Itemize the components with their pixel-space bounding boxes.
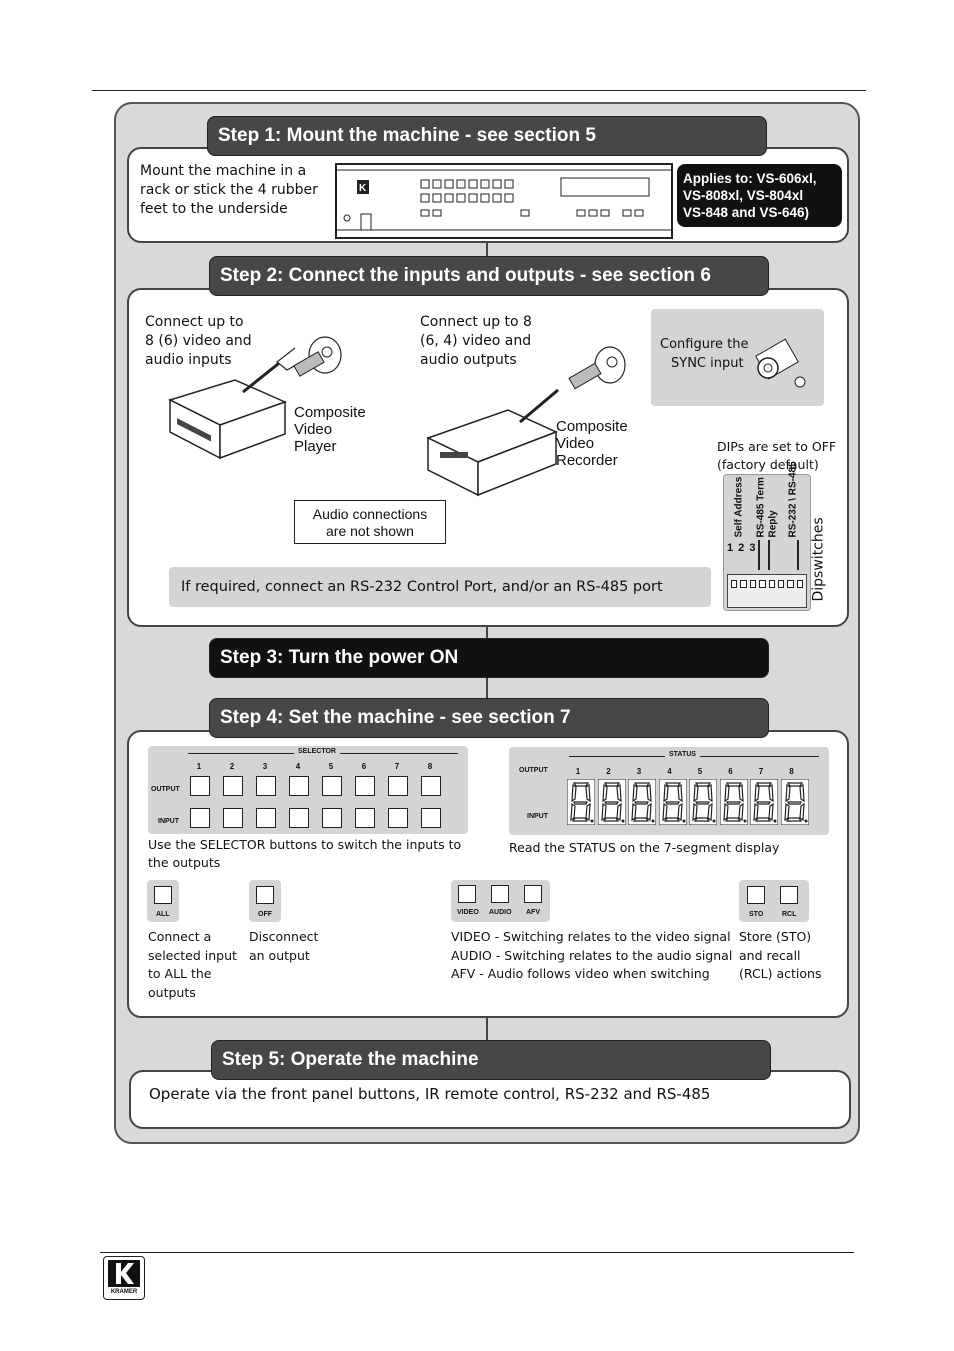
seven-segment-digit (781, 779, 809, 825)
seven-segment-digit (750, 779, 778, 825)
connector-3-4 (486, 678, 488, 700)
status-number-label: 7 (758, 767, 764, 776)
output-select-button[interactable] (256, 776, 276, 796)
all-button[interactable] (154, 886, 172, 904)
step5-text: Operate via the front panel buttons, IR remote control, RS-232 and RS-485 (149, 1085, 711, 1103)
sync-text: Configure the SYNC input (660, 337, 749, 371)
sto-caption: Store (STO) and recall (RCL) actions (739, 929, 822, 981)
output-select-button[interactable] (322, 776, 342, 796)
input-select-button[interactable] (421, 808, 441, 828)
status-number-label: 3 (636, 767, 642, 776)
kramer-logo: KRAMER (103, 1256, 145, 1300)
dip-note: DIPs are set to OFF (factory default) (717, 439, 837, 472)
sto-rcl-card: STO RCL (739, 880, 809, 922)
outputs-text: Connect up to 8 (6, 4) video and audio outputs (420, 314, 532, 368)
rs-port-note: If required, connect an RS-232 Control Port, and/or an RS-485 port (169, 567, 711, 607)
step1-text: Mount the machine in a rack or stick the 4 rubber feet to the underside (140, 163, 318, 217)
selector-number-label: 2 (229, 762, 235, 771)
top-rule (92, 90, 866, 91)
applies-to-badge: Applies to: VS-606xl, VS-808xl, VS-804xl VS-848 and VS-646) (677, 164, 842, 227)
status-number-label: 4 (667, 767, 672, 776)
dip-switch (787, 580, 793, 588)
input-select-button[interactable] (355, 808, 375, 828)
dip-labels: Self Address RS-485 Term Reply RS-232 \ RS-485 (733, 461, 799, 538)
dip-line-3 (797, 540, 799, 570)
input-select-button[interactable] (322, 808, 342, 828)
status-title: STATUS (665, 751, 700, 758)
output-select-button[interactable] (388, 776, 408, 796)
off-button-card: OFF (249, 880, 281, 922)
status-output-label: OUTPUT (519, 767, 548, 774)
status-number-label: 5 (697, 767, 703, 776)
step5-header: Step 5: Operate the machine (211, 1040, 771, 1080)
video-player-drawing (165, 330, 295, 480)
dip-switch (759, 580, 765, 588)
machine-front-panel-drawing (335, 160, 675, 240)
mode-buttons-card: VIDEO AUDIO AFV (451, 880, 550, 922)
selector-number-label: 3 (262, 762, 268, 771)
all-caption: Connect a selected input to ALL the outputs (148, 929, 237, 1000)
output-select-button[interactable] (289, 776, 309, 796)
rcl-button[interactable] (780, 886, 798, 904)
dip-switch (778, 580, 784, 588)
selector-number-label: 5 (328, 762, 334, 771)
connector-4-5 (486, 1016, 488, 1040)
selector-input-label: INPUT (158, 818, 179, 825)
off-caption: Disconnect an output (249, 929, 319, 963)
audio-note: Audio connections are not shown (294, 500, 446, 544)
step1-header: Step 1: Mount the machine - see section 5 (207, 116, 767, 156)
bottom-rule (100, 1252, 854, 1253)
inputs-text: Connect up to 8 (6) video and audio inputs (145, 314, 252, 368)
sto-button[interactable] (747, 886, 765, 904)
input-cable-connector (285, 330, 355, 390)
status-number-label: 8 (789, 767, 794, 776)
seven-segment-digit (567, 779, 595, 825)
output-cable-connector (540, 340, 630, 400)
dip-switch (740, 580, 746, 588)
dip-switch (750, 580, 756, 588)
svg-text:K: K (359, 183, 367, 194)
all-button-card: ALL (147, 880, 179, 922)
dip-switch (731, 580, 737, 588)
input-select-button[interactable] (289, 808, 309, 828)
dip-numbers: 1 2 3 (727, 542, 757, 554)
dipswitch-bank (727, 574, 807, 608)
step2-header: Step 2: Connect the inputs and outputs - see section 6 (209, 256, 769, 296)
kramer-k-icon (104, 1257, 144, 1289)
seven-segment-digit (689, 779, 717, 825)
video-button[interactable] (458, 885, 476, 903)
selector-number-label: 8 (427, 762, 433, 771)
status-display (509, 747, 829, 835)
dip-switch (769, 580, 775, 588)
output-select-button[interactable] (190, 776, 210, 796)
status-caption: Read the STATUS on the 7-segment display (509, 840, 780, 855)
status-number-label: 2 (606, 767, 611, 776)
dip-switch (797, 580, 803, 588)
input-select-button[interactable] (256, 808, 276, 828)
seven-segment-digit (628, 779, 656, 825)
sync-connector-icon (752, 318, 818, 398)
output-select-button[interactable] (355, 776, 375, 796)
input-select-button[interactable] (223, 808, 243, 828)
selector-number-label: 1 (196, 762, 202, 771)
video-recorder-drawing (420, 340, 560, 500)
seven-segment-digit (598, 779, 626, 825)
status-number-label: 6 (728, 767, 733, 776)
player-label: Composite Video Player (294, 404, 366, 455)
dip-line-2 (768, 540, 770, 570)
selector-number-label: 7 (394, 762, 400, 771)
input-select-button[interactable] (388, 808, 408, 828)
output-select-button[interactable] (223, 776, 243, 796)
audio-button[interactable] (491, 885, 509, 903)
selector-output-label: OUTPUT (151, 786, 180, 793)
step3-header: Step 3: Turn the power ON (209, 638, 769, 678)
dip-line-1 (758, 540, 760, 570)
mode-caption: VIDEO - Switching relates to the video signal AUDIO - Switching relates to the audio signal AFV - Audio follows video when switching (451, 929, 733, 981)
seven-segment-digit (659, 779, 687, 825)
status-input-label: INPUT (527, 813, 548, 820)
selector-number-label: 4 (295, 762, 301, 771)
output-select-button[interactable] (421, 776, 441, 796)
status-number-label: 1 (575, 767, 581, 776)
selector-number-label: 6 (361, 762, 367, 771)
afv-button[interactable] (524, 885, 542, 903)
selector-title: SELECTOR (294, 748, 340, 755)
input-select-button[interactable] (190, 808, 210, 828)
selector-caption: Use the SELECTOR buttons to switch the inputs to the outputs (148, 837, 462, 870)
step4-header: Step 4: Set the machine - see section 7 (209, 698, 769, 738)
selector-grid (148, 746, 468, 834)
seven-segment-digit (720, 779, 748, 825)
off-button[interactable] (256, 886, 274, 904)
dipswitches-label: Dipswitches (810, 517, 827, 602)
recorder-label: Composite Video Recorder (556, 418, 628, 469)
